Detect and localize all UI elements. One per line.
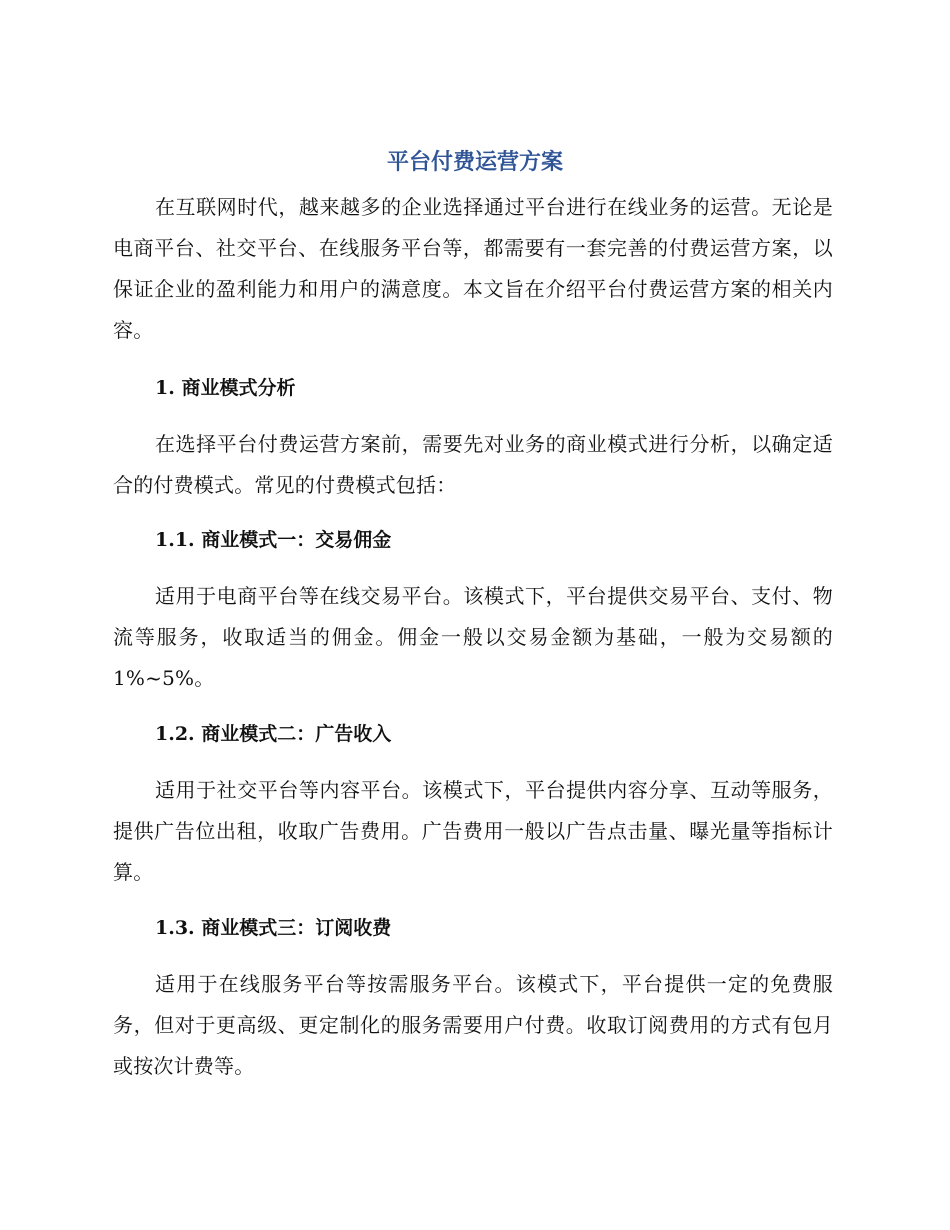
section-paragraph-subscription-fee: 适用于在线服务平台等按需服务平台。该模式下，平台提供一定的免费服务，但对于更高级、更定制化的服务需要用户付费。收取订阅费用的方式有包月或按次计费等。	[113, 972, 833, 1078]
document-title: 平台付费运营方案	[386, 150, 563, 175]
section-heading-advertising-revenue: 1.2. 商业模式二：广告收入	[155, 723, 392, 745]
section-paragraph-transaction-commission: 适用于电商平台等在线交易平台。该模式下，平台提供交易平台、支付、物流等服务，收取适当的佣金。佣金一般以交易金额为基础，一般为交易额的 1%~5%。	[113, 584, 833, 690]
section-heading-subscription-fee: 1.3. 商业模式三：订阅收费	[155, 917, 392, 939]
intro-paragraph: 在互联网时代，越来越多的企业选择通过平台进行在线业务的运营。无论是电商平台、社交平台、在线服务平台等，都需要有一套完善的付费运营方案，以保证企业的盈利能力和用户的满意度。本文旨在介绍平台付费运营方案的相关内容。	[113, 195, 833, 342]
section-heading-transaction-commission: 1.1. 商业模式一：交易佣金	[155, 529, 392, 551]
section-paragraph-advertising-revenue: 适用于社交平台等内容平台。该模式下，平台提供内容分享、互动等服务，提供广告位出租，收取广告费用。广告费用一般以广告点击量、曝光量等指标计算。	[113, 778, 833, 884]
section-heading-business-model-analysis: 1. 商业模式分析	[155, 377, 296, 399]
section-paragraph-business-model-analysis: 在选择平台付费运营方案前，需要先对业务的商业模式进行分析，以确定适合的付费模式。常见的付费模式包括：	[113, 432, 833, 497]
